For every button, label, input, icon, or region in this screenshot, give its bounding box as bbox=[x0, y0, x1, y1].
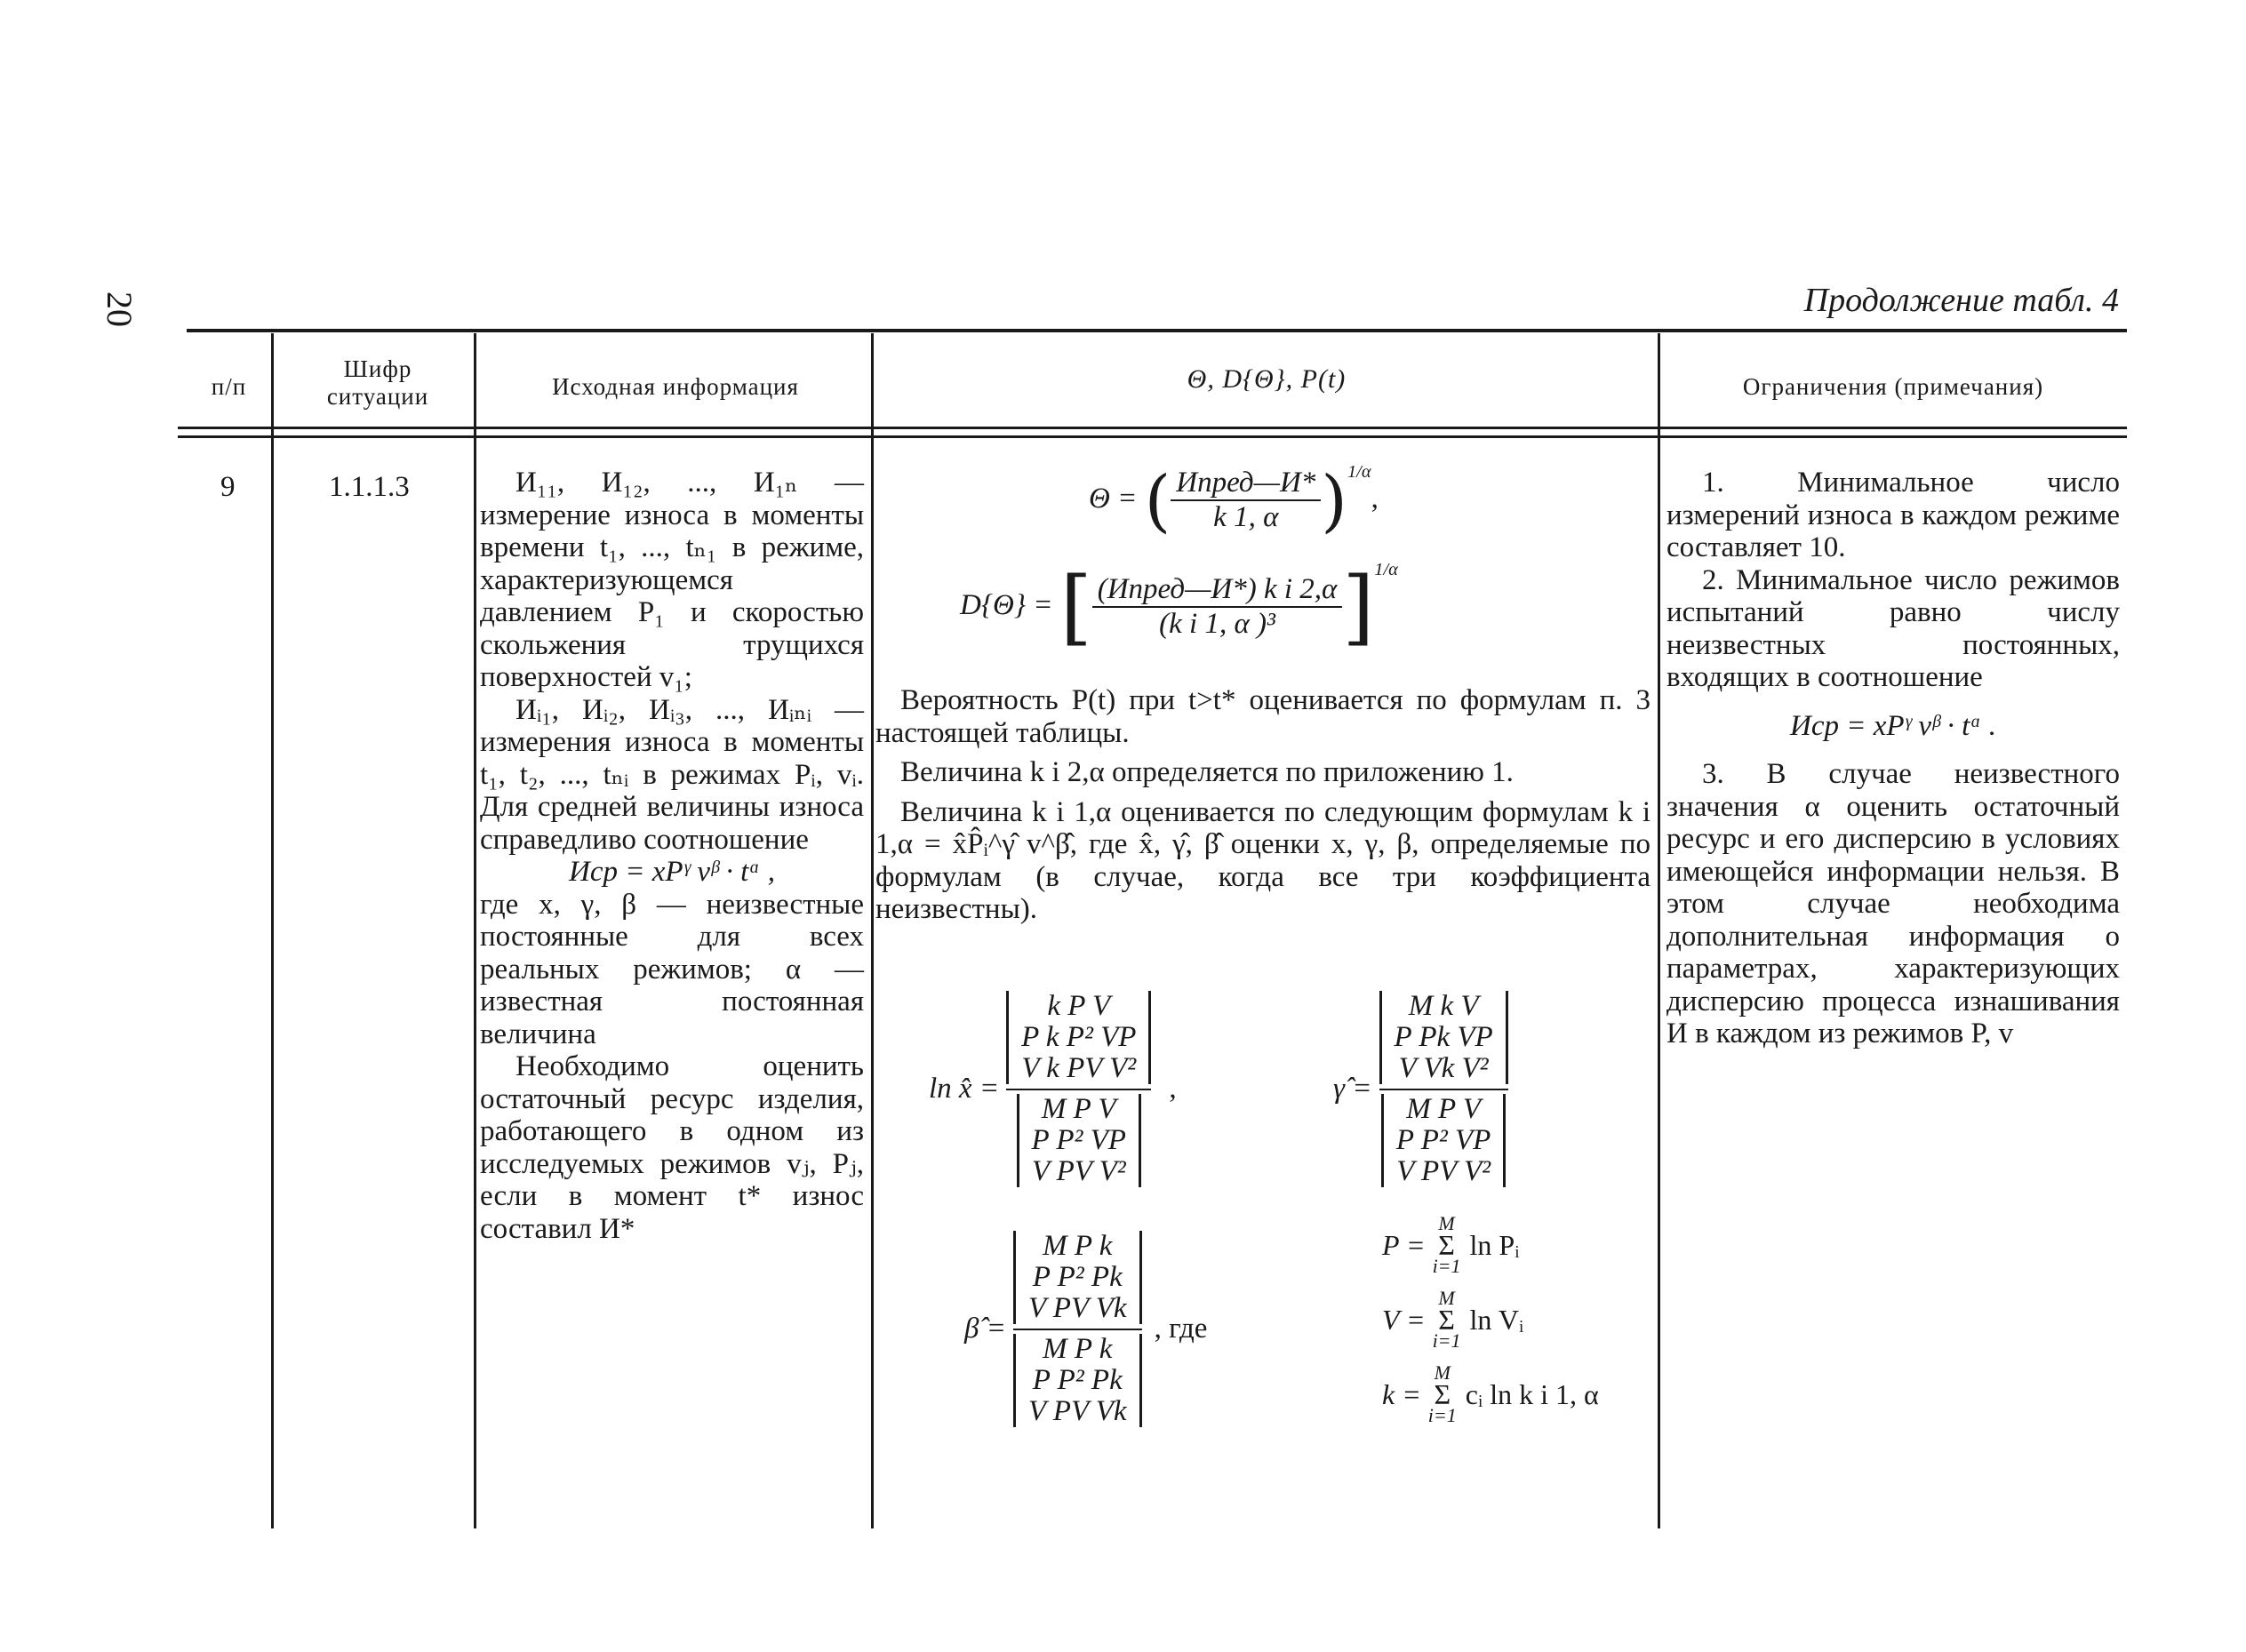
situation-code: 1.1.1.3 bbox=[329, 471, 410, 503]
dtheta-denominator: (k i 1, α )³ bbox=[1159, 608, 1275, 641]
beta-lhs: β̂ = bbox=[964, 1313, 1006, 1345]
col-divider-1 bbox=[271, 333, 274, 1528]
header-info: Исходная информация bbox=[552, 373, 799, 400]
header-rule-1 bbox=[178, 427, 2127, 429]
gamma-formula bbox=[1333, 991, 1508, 1187]
sums-block bbox=[1382, 1213, 1649, 1426]
info-p3: где x, γ, β — неизвестные постоянные для всех реальных режимов; α — известная постоянная величина bbox=[480, 888, 864, 1050]
dtheta-formula: D{Θ} = [ $\frac{\text{(Ипред—И*) k i 2,α}}{\text{(k i 1, α )³}}$ ]$^{1/\alpha}$ bbox=[960, 559, 1398, 655]
note-1: 1. Минимальное число измерений износа в каждом режиме составляет 10. bbox=[1667, 467, 2120, 563]
theta-numerator: Ипред—И* bbox=[1171, 467, 1321, 501]
info-p1: И₁₁, И₁₂, ..., И₁ₙ — измерение износа в моменты времени t₁, ..., tₙ₁ в режиме, характеризующемся давлением P₁ и скоростью скольжения трущихся поверхностей v₁; bbox=[480, 467, 864, 693]
col-divider-4 bbox=[1658, 333, 1660, 1528]
col-divider-3 bbox=[871, 333, 874, 1528]
header-rule-2 bbox=[178, 435, 2127, 438]
k1-text: Величина k i 1,α оценивается по следующим формулам k i 1,α = x̂P̂ᵢ^γ̂ v^β̂, где x̂, γ̂, β̂ оценки x, γ, β, определяемые по формулам (в случае, когда все три коэффициента неизвестны). bbox=[875, 795, 1651, 925]
theta-denominator: k 1, α bbox=[1213, 501, 1279, 534]
beta-denominator-det: M P k P P² Pk V PV Vk bbox=[1013, 1334, 1142, 1427]
k2-text: Величина k i 2,α определяется по приложению 1. bbox=[900, 756, 1514, 788]
dtheta-numerator: (Ипред—И*) k i 2,α bbox=[1092, 573, 1343, 608]
beta-numerator-det: M P k P P² Pk V PV Vk bbox=[1013, 1231, 1142, 1324]
lnx-numerator-det: k P V P k P² VP V k PV V² bbox=[1006, 991, 1151, 1084]
notes-column bbox=[1667, 467, 2120, 1050]
theta-lhs: Θ = bbox=[1089, 483, 1138, 515]
sum-V: V = M Σ i=1 ln Vᵢ bbox=[1382, 1287, 1524, 1352]
info-column bbox=[480, 467, 864, 1245]
dtheta-lhs: D{Θ} = bbox=[960, 589, 1053, 621]
formula-text bbox=[875, 684, 1651, 926]
info-p2: Иᵢ₁, Иᵢ₂, Иᵢ₃, ..., Иᵢₙᵢ — измерения износа в моменты t₁, t₂, ..., tₙᵢ в режимах Pᵢ, vᵢ. Для средней величины износа справедливо соотношение bbox=[480, 693, 864, 856]
sum-k: k = M Σ i=1 cᵢ ln k i 1, α bbox=[1382, 1361, 1599, 1426]
note-formula: Иср = xPᵞ vᵝ · tᵅ . bbox=[1790, 709, 1996, 742]
theta-formula: Θ = ( $\frac{\text{Ипред—И*}}{k 1, \alpha}$ )$^{1/\alpha}$, bbox=[1089, 460, 1379, 540]
page-number: 20 bbox=[100, 291, 140, 327]
lnx-lhs: ln x̂ = bbox=[929, 1073, 1000, 1105]
header-num: п/п bbox=[211, 373, 247, 400]
note-2: 2. Минимальное число режимов испытаний равно числу неизвестных постоянных, входящих в соотношение bbox=[1667, 563, 2120, 693]
sum-P: P = M Σ i=1 ln Pᵢ bbox=[1382, 1212, 1520, 1277]
top-rule bbox=[187, 329, 2127, 332]
gamma-denominator-det: M P V P P² VP V PV V² bbox=[1381, 1094, 1506, 1187]
theta-exponent: 1/α bbox=[1347, 462, 1371, 482]
gamma-lhs: γ̂ = bbox=[1333, 1073, 1372, 1105]
col-divider-2 bbox=[474, 333, 476, 1528]
info-p4: Необходимо оценить остаточный ресурс изделия, работающего в одном из исследуемых режимов vⱼ, Pⱼ, если в момент t* износ составил И* bbox=[480, 1050, 864, 1245]
where-label: , где bbox=[1154, 1313, 1208, 1345]
continuation-label: Продолжение табл. 4 bbox=[1803, 282, 2119, 319]
dtheta-exponent: 1/α bbox=[1374, 560, 1398, 579]
row-number: 9 bbox=[220, 471, 236, 503]
header-code: Шифр ситуации bbox=[326, 355, 429, 411]
lnx-formula: ln x̂ = k P V P k P² VP V k PV V² M P V P P² VP V PV V² , bbox=[929, 990, 1177, 1187]
probability-text: Вероятность P(t) при t>t* оценивается по формулам п. 3 настоящей таблицы. bbox=[875, 684, 1651, 749]
gamma-numerator-det: M k V P Pk VP V Vk V² bbox=[1379, 991, 1508, 1084]
beta-formula bbox=[964, 1231, 1207, 1427]
header-notes: Ограничения (примечания) bbox=[1742, 373, 2044, 400]
info-formula: Иср = xPᵞ vᵝ · tᵅ , bbox=[569, 856, 775, 888]
header-formulas: Θ, D{Θ}, P(t) bbox=[1187, 364, 1347, 394]
note-3: 3. В случае неизвестного значения α оценить остаточный ресурс и его дисперсию в условиях имеющейся информации нельзя. В этом случае необходима дополнительная информация о параметрах, характеризующих дисперсию процесса изнашивания И в каждом из режимов P, v bbox=[1667, 758, 2120, 1049]
lnx-denominator-det: M P V P P² VP V PV V² bbox=[1017, 1094, 1141, 1187]
